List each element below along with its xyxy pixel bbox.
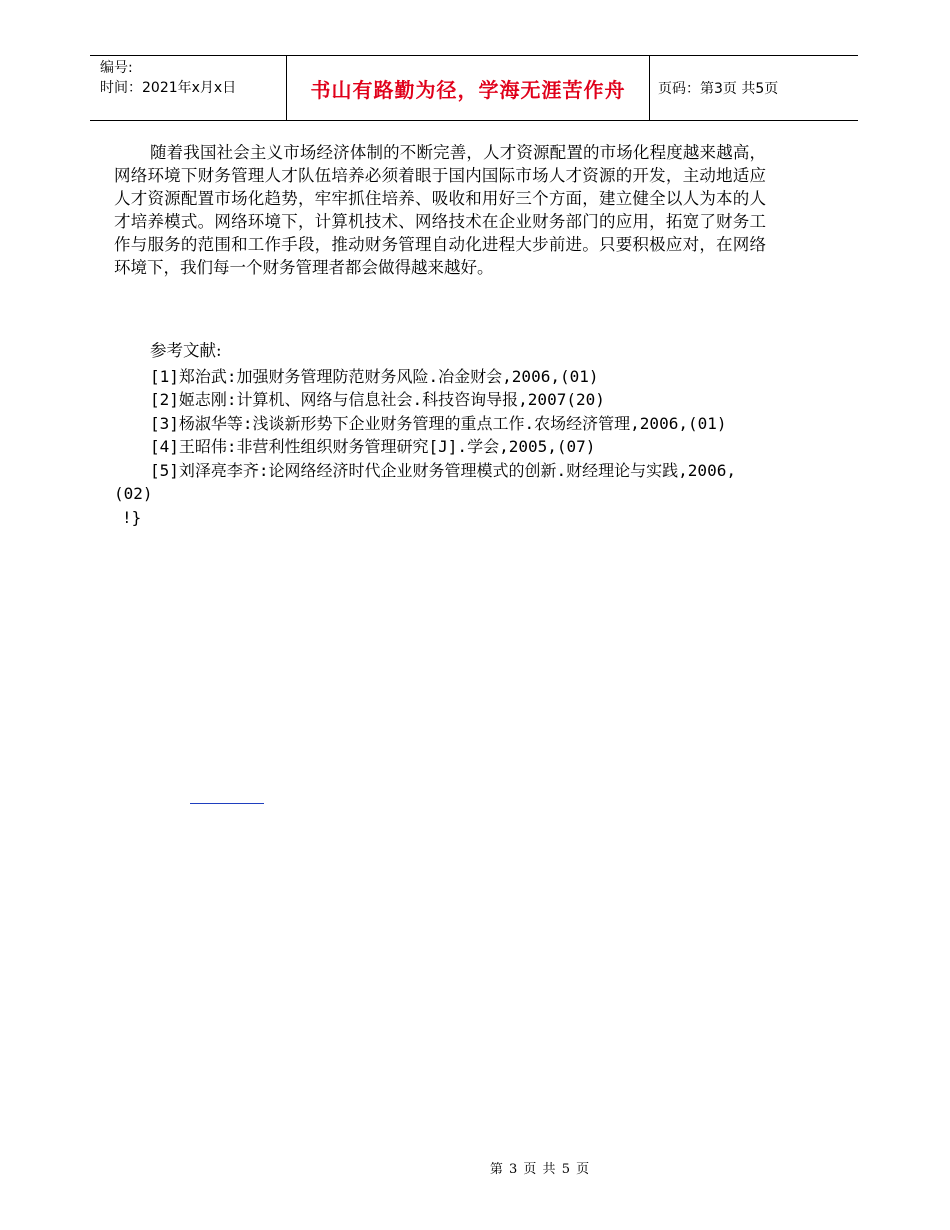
trailing-symbols: !} xyxy=(122,507,142,527)
references-title: 参考文献: xyxy=(150,341,222,360)
header-meta xyxy=(90,56,286,120)
header-page-info: 页码：第3页 共5页 xyxy=(658,81,779,97)
references-section xyxy=(114,339,774,529)
reference-item-5: [5]刘泽亮李齐:论网络经济时代企业财务管理模式的创新.财经理论与实践,2006,(02) xyxy=(114,460,736,503)
main-text xyxy=(114,141,766,279)
header-motto: 书山有路勤为径，学海无涯苦作舟 xyxy=(286,56,650,120)
body-paragraph: 随着我国社会主义市场经济体制的不断完善，人才资源配置的市场化程度越来越高，网络环境下财务管理人才队伍培养必须着眼于国内国际市场人才资源的开发，主动地适应人才资源配置市场化趋势，牢牢抓住培养、吸收和用好三个方面，建立健全以人为本的人才培养模式。网络环境下，计算机技术、网络技术在企业财务部门的应用，拓宽了财务工作与服务的范围和工作手段，推动财务管理自动化进程大步前进。只要积极应对，在网络环境下，我们每一个财务管理者都会做得越来越好。 xyxy=(114,143,766,277)
reference-item-4: [4]王昭伟:非营利性组织财务管理研究[J].学会,2005,(07) xyxy=(150,437,596,456)
page-header xyxy=(90,55,858,121)
reference-item-3: [3]杨淑华等:浅谈新形势下企业财务管理的重点工作.农场经济管理,2006,(01) xyxy=(150,413,727,433)
page-footer: 第 3 页 共 5 页 xyxy=(489,1162,591,1177)
reference-item-2: [2]姬志刚:计算机、网络与信息社会.科技咨询导报,2007(20) xyxy=(150,390,605,409)
number-label: 编号: xyxy=(100,60,133,76)
reference-item-1: [1]郑治武:加强财务管理防范财务风险.冶金财会,2006,(01) xyxy=(150,366,599,386)
time-label: 时间：2021年x月x日 xyxy=(100,80,237,96)
decorative-underline xyxy=(190,803,264,804)
